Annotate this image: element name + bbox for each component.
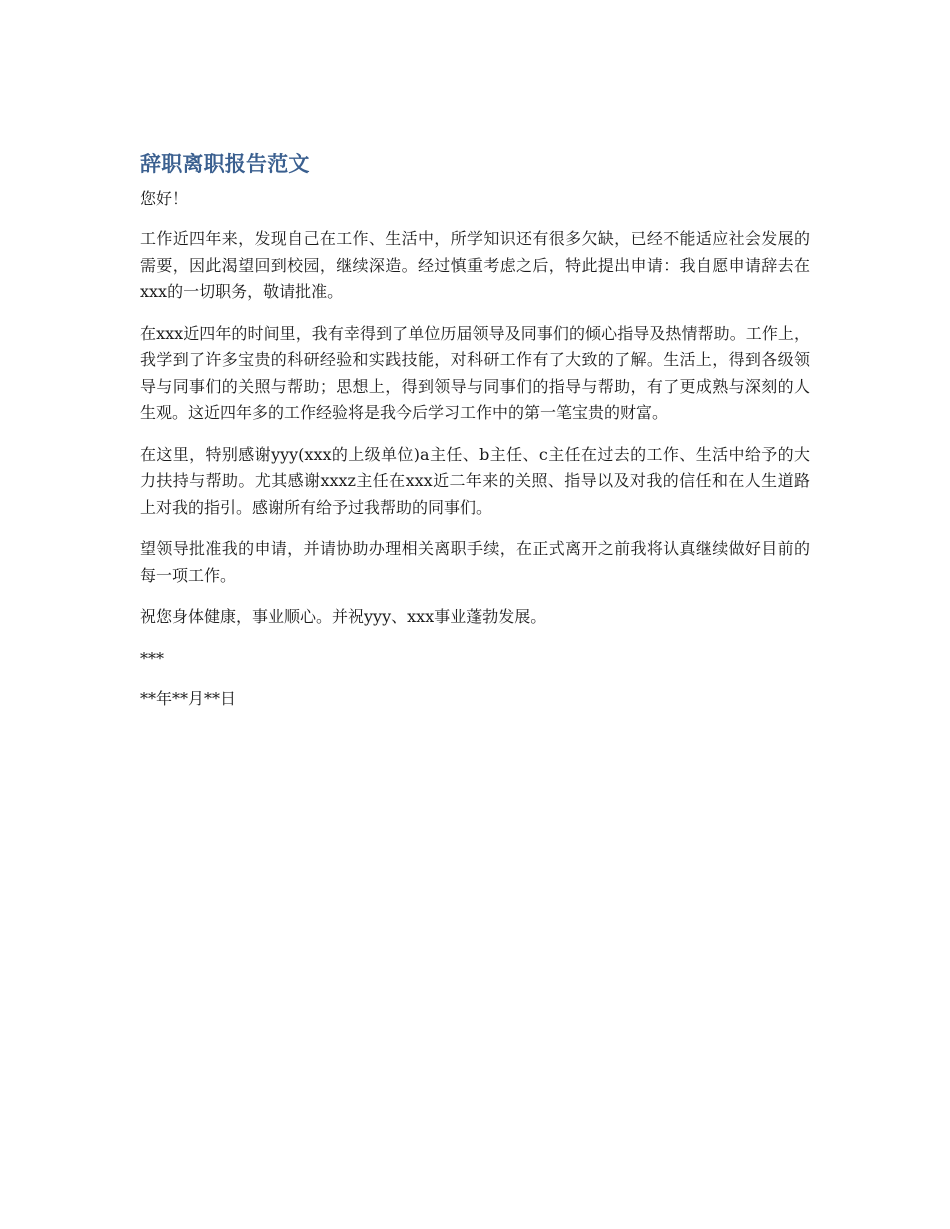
paragraph-wishes: 祝您身体健康，事业顺心。并祝yyy、xxx事业蓬勃发展。 — [140, 607, 547, 626]
date: **年**月**日 — [140, 688, 237, 708]
paragraph-thanks: 在这里，特别感谢yyy(xxx的上级单位)a主任、b主任、c主任在过去的工作、生活中给予的大力扶持与帮助。尤其感谢xxxz主任在xxx近二年来的关照、指导以及对我的信任和在人生道路上对我的指引。感谢所有给予过我帮助的同事们。 — [140, 444, 810, 517]
document-body — [140, 150, 810, 726]
paragraph-reason: 工作近四年来，发现自己在工作、生活中，所学知识还有很多欠缺，已经不能适应社会发展的需要，因此渴望回到校园，继续深造。经过慎重考虑之后，特此提出申请：我自愿申请辞去在xxx的一切职务，敬请批准。 — [140, 229, 810, 301]
greeting: 您好！ — [140, 189, 189, 208]
signature: *** — [140, 648, 164, 668]
document-title: 辞职离职报告范文 — [140, 152, 310, 176]
paragraph-experience: 在xxx近四年的时间里，我有幸得到了单位历届领导及同事们的倾心指导及热情帮助。工作上，我学到了许多宝贵的科研经验和实践技能，对科研工作有了大致的了解。生活上，得到各级领导与同事们的关照与帮助；思想上，得到领导与同事们的指导与帮助，有了更成熟与深刻的人生观。这近四年多的工作经验将是我今后学习工作中的第一笔宝贵的财富。 — [140, 323, 810, 422]
paragraph-request: 望领导批准我的申请，并请协助办理相关离职手续，在正式离开之前我将认真继续做好目前的每一项工作。 — [140, 539, 810, 585]
